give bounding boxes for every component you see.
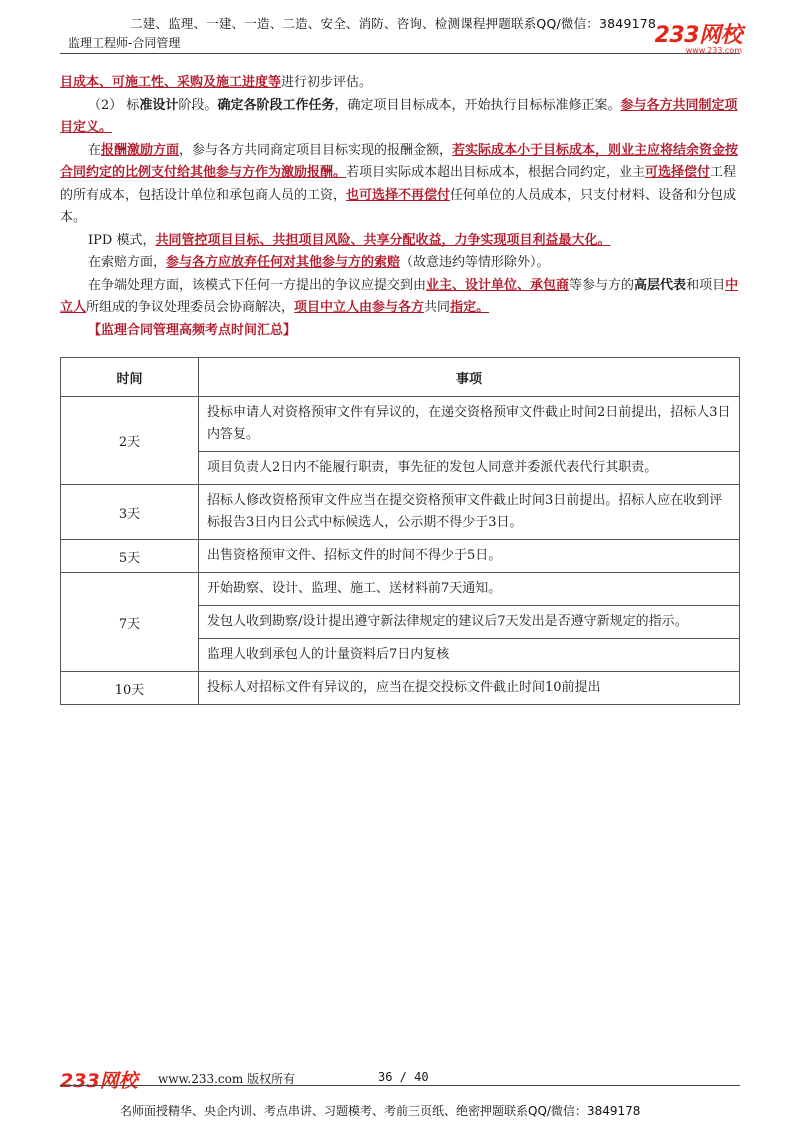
paragraph-text: 若项目实际成本超出目标成本，根据合同约定，业主 [346, 165, 646, 180]
schedule-table [60, 357, 740, 705]
time-cell: 7天 [61, 573, 199, 672]
matter-cell: 投标人对招标文件有异议的，应当在提交投标文件截止时间10前提出 [199, 672, 740, 705]
paragraph-6 [60, 275, 740, 320]
column-header-time: 时间 [61, 358, 199, 397]
paragraph-text: 等参与方的 [569, 277, 635, 293]
highlight-text: 中立人 [60, 277, 739, 315]
time-cell: 10天 [61, 672, 199, 705]
table-row [61, 672, 740, 705]
highlight-text: 报酬激励方面 [101, 142, 180, 158]
footer-promo-line: 名师面授精华、央企内训、考点串讲、习题模考、考前三页纸、绝密押题联系QQ/微信：3849178 [120, 1104, 641, 1118]
highlight-text: 指定。 [450, 300, 490, 315]
table-row [61, 540, 740, 573]
paragraph-text: IPD 模式， [88, 232, 156, 248]
bold-text: 确定各阶段工作任务 [217, 97, 335, 113]
footer-divider [60, 1085, 740, 1086]
section-heading: 【监理合同管理高频考点时间汇总】 [88, 322, 297, 338]
paragraph-text: 阶段。 [178, 97, 218, 113]
paragraph-text: 所组成的争议处理委员会协商解决， [86, 300, 295, 315]
matter-cell: 投标申请人对资格预审文件有异议的，在递交资格预审文件截止时间2日前提出，招标人3日内答复。 [199, 397, 740, 452]
table-row [61, 485, 740, 540]
page-number: 36 / 40 [378, 1070, 429, 1084]
paragraph-text: 任何单位的人员成本，只支付材料、设备和分包成本。 [60, 187, 737, 225]
paragraph-2 [60, 95, 740, 140]
paragraph-text: （故意违约等情形除外）。 [400, 255, 550, 270]
body-content [60, 72, 740, 342]
table-row [61, 397, 740, 452]
highlight-text: 也可选择不再偿付 [346, 187, 451, 203]
highlight-text: 若实际成本小于目标成本，则业主应将结余资金按合同约定的比例支付给其他参与方作为激励报酬。 [60, 142, 739, 180]
highlight-text: 共同管控项目目标、共担项目风险、共享分配收益，力争实现项目利益最大化。 [155, 232, 611, 248]
matter-cell: 监理人收到承包人的计量资料后7日内复核 [199, 639, 740, 672]
paragraph-text: （2） 标 [88, 97, 140, 113]
paragraph-3 [60, 140, 740, 230]
highlight-text: 参与各方共同制定项目定义。 [60, 97, 738, 135]
table-row [61, 573, 740, 606]
matter-cell: 开始勘察、设计、监理、施工、送材料前7天通知。 [199, 573, 740, 606]
time-cell: 5天 [61, 540, 199, 573]
logo-text: 233网校 [654, 23, 742, 48]
time-cell: 2天 [61, 397, 199, 485]
paragraph-text: 在 [88, 142, 102, 158]
time-cell: 3天 [61, 485, 199, 540]
matter-cell: 发包人收到勘察/设计提出遵守新法律规定的建议后7天发出是否遵守新规定的指示。 [199, 606, 740, 639]
highlight-text: 可选择偿付 [645, 165, 711, 180]
matter-cell: 项目负责人2日内不能履行职责，事先征的发包人同意并委派代表代行其职责。 [199, 452, 740, 485]
paragraph-text: ，参与各方共同商定项目目标实现的报酬金额， [179, 142, 453, 158]
paragraph-text: 共同 [424, 300, 451, 315]
paragraph-5 [60, 252, 740, 275]
footer-copyright: www.233.com 版权所有 [158, 1072, 296, 1086]
highlight-text: 参与各方应放弃任何对其他参与方的索赔 [166, 255, 401, 270]
paragraph-text: 和项目 [686, 277, 726, 293]
header-promo-line: 二建、监理、一建、一造、二造、安全、消防、咨询、检测课程押题联系QQ/微信：3849178 [130, 16, 657, 31]
paragraph-text: ，确定项目目标成本，开始执行目标标准修正案。 [334, 97, 621, 113]
paragraph-text: 在索赔方面， [88, 255, 167, 270]
bold-text: 准设计 [139, 97, 179, 113]
highlight-text: 目成本、可施工性、采购及施工进度等 [60, 75, 282, 90]
paragraph-1 [60, 72, 740, 95]
header-divider [60, 53, 740, 54]
footer-logo: 233网校 [60, 1070, 138, 1092]
matter-cell: 出售资格预审文件、招标文件的时间不得少于5日。 [199, 540, 740, 573]
document-subtitle: 监理工程师-合同管理 [68, 36, 181, 50]
table-header-row [61, 358, 740, 397]
logo-url: www.233.com [685, 46, 742, 55]
bold-text: 高层代表 [634, 277, 687, 293]
paragraph-4 [60, 230, 740, 253]
paragraph-text: 在争端处理方面，该模式下任何一方提出的争议应提交到由 [88, 277, 427, 293]
column-header-matter: 事项 [199, 358, 740, 397]
paragraph-text: 进行初步评估。 [281, 75, 373, 90]
highlight-text: 业主、设计单位、承包商 [426, 277, 570, 293]
matter-cell: 招标人修改资格预审文件应当在提交资格预审文件截止时间3日前提出。招标人应在收到评标报告3日内日公式中标候选人，公示期不得少于3日。 [199, 485, 740, 540]
paragraph-text: 工程的所有成本，包括设计单位和承包商人员的工资， [60, 165, 737, 203]
highlight-text: 项目中立人由参与各方 [294, 300, 425, 315]
brand-logo [655, 18, 742, 55]
